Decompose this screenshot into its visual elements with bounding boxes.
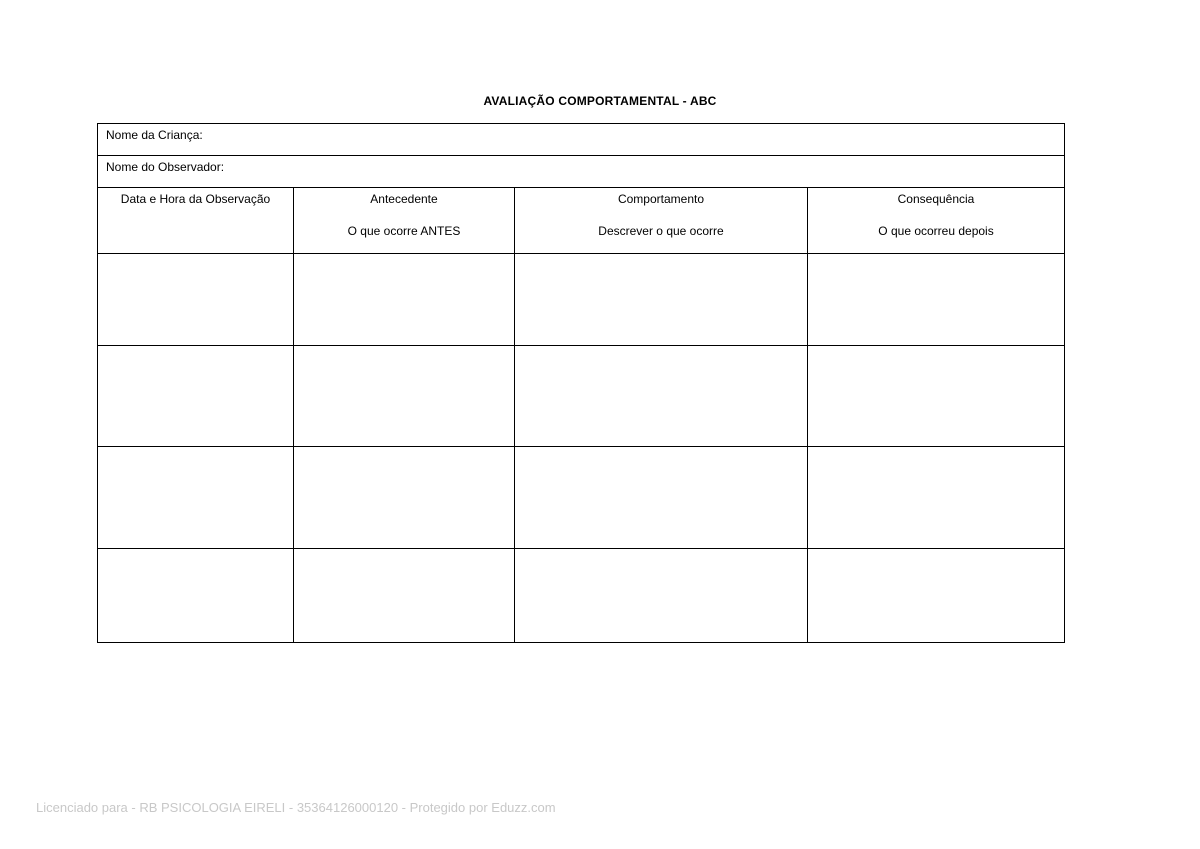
table-cell[interactable] (98, 549, 294, 642)
table-cell[interactable] (808, 254, 1064, 346)
table-cell[interactable] (515, 549, 808, 642)
header-behavior-subtitle: Descrever o que ocorre (598, 224, 724, 238)
table-cell[interactable] (515, 346, 808, 447)
child-name-label: Nome da Criança: (106, 128, 203, 142)
table-cell[interactable] (515, 254, 808, 346)
table-cell[interactable] (98, 447, 294, 549)
table-cell[interactable] (294, 346, 515, 447)
table-cell[interactable] (294, 254, 515, 346)
table-cell[interactable] (808, 346, 1064, 447)
header-consequence-subtitle: O que ocorreu depois (878, 224, 994, 238)
observer-name-label: Nome do Observador: (106, 160, 225, 174)
table-cell[interactable] (294, 549, 515, 642)
table-cell[interactable] (808, 447, 1064, 549)
table-cell[interactable] (98, 346, 294, 447)
header-consequence (808, 188, 1064, 254)
table-cell[interactable] (294, 447, 515, 549)
header-antecedent-subtitle: O que ocorre ANTES (347, 224, 461, 238)
observer-name-field[interactable] (98, 156, 1064, 188)
header-behavior (515, 188, 808, 254)
table-cell[interactable] (515, 447, 808, 549)
abc-table (98, 188, 1064, 642)
header-antecedent-label: Antecedente (370, 192, 438, 206)
child-name-field[interactable] (98, 124, 1064, 156)
header-antecedent (294, 188, 515, 254)
page-title: AVALIAÇÃO COMPORTAMENTAL - ABC (483, 94, 717, 108)
license-footer: Licenciado para - RB PSICOLOGIA EIRELI - 35364126000120 - Protegido por Eduzz.com (36, 800, 556, 815)
abc-form (97, 123, 1065, 643)
table-cell[interactable] (98, 254, 294, 346)
header-behavior-label: Comportamento (617, 192, 705, 206)
header-datetime (98, 188, 294, 254)
header-datetime-label: Data e Hora da Observação (120, 192, 271, 206)
header-consequence-label: Consequência (897, 192, 975, 206)
table-cell[interactable] (808, 549, 1064, 642)
